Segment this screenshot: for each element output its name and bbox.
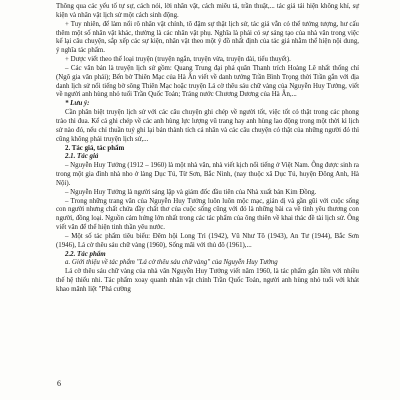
paragraph-note: Cần phân biệt truyện lịch sử với các câu chuyện ghi chép về người tốt, việc tốt có thật trong các phong trào thi đua. Kể cả ghi chép về các anh hùng lực lượng vũ trang hay anh hùng lao động trong một thời kì lịch sử nào đó, nếu chỉ thuần tuý ghi lại bản thành tích cá nhân và các câu chuyện có thật của những người đó thì cũng không phải truyện lịch sử,... <box>56 109 359 143</box>
paragraph-examples: – Các văn bản là truyện lịch sử gồm: Quang Trung đại phá quân Thanh trích Hoàng Lê nhất thống chí (Ngô gia văn phái); Bến bờ Thiên Mạc của Hà Ân viết về danh tướng Trần Bình Trọng thời Trần gắn với địa danh lịch sử nổi tiếng bờ sông Thiên Mạc hoặc truyện Lá cờ thêu sáu chữ vàng của Nguyễn Huy Tưởng, viết về người anh hùng nhỏ tuổi Trần Quốc Toản; Tráng nước Chương Dương của Hà Ân,... <box>56 64 359 99</box>
paragraph-author-publisher: – Nguyễn Huy Tưởng là người sáng lập và giám đốc đầu tiên của Nhà xuất bản Kim Đồng. <box>65 188 317 196</box>
subsection-heading-work: 2.2. Tác phẩm <box>65 250 106 258</box>
paragraph-intro: Thông qua các yếu tố tự sự, cách nói, lời nhân vật, cách miêu tả, trần thuật,... tác giả tái hiện không khí, sự kiện và nhân vật lịch sử một cách sinh động. <box>56 3 359 19</box>
section-heading-author-work: 2. Tác giả, tác phẩm <box>65 144 125 152</box>
paragraph-genre-note: + Dược viết theo thể loại truyện (truyện ngắn, truyện vừa, truyện dài, tiểu thuyết). <box>65 56 291 64</box>
paragraph-author-bio: – Nguyễn Huy Tưởng (1912 – 1960) là một nhà văn, nhà viết kịch nổi tiếng ở Việt Nam. Ông được sinh ra trong một gia đình nhà nho ở làng Dục Tú, Từ Sơn, Bắc Ninh, (nay thuộc xã Dục Tú, huyện Đông Anh, Hà Nội). <box>56 162 359 187</box>
subsection-heading-author: 2.1. Tác giả <box>65 153 99 161</box>
page-number: 6 <box>57 379 61 388</box>
paragraph-fiction-note: + Tuy nhiên, để làm nổi rõ nhân vật chính, tô đậm sự thật lịch sử, tác giả vẫn có thể tưởng tượng, hư cấu thêm một số nhân vật khác, thường là các nhân vật phụ. Nghĩa là phải có sự sáng tạo của nhà văn trong việc kể lại câu chuyện, sắp xếp các sự kiện, nhân vật theo một ý đồ nhất định của tác giả nhằm thể hiện nội dung, ý nghĩa tác phẩm. <box>56 20 359 55</box>
paragraph-author-works: – Một số tác phẩm tiêu biểu: Đêm hội Long Trì (1942), Vũ Như Tô (1943), An Tư (1944), Bắc Sơn (1946), Lá cờ thêu sáu chữ vàng (1960), Sống mãi với thủ đô (1961),... <box>56 232 359 249</box>
work-intro-heading: a. Giới thiệu về tác phẩm "Lá cờ thêu sáu chữ vàng" của Nguyễn Huy Tưởng <box>65 259 278 267</box>
paragraph-work-intro: Lá cờ thêu sáu chữ vàng của nhà văn Nguyễn Huy Tưởng viết năm 1960, là tác phẩm gắn liền với nhiều thế hệ thiếu nhi. Tác phẩm xoay quanh nhân vật chính Trần Quốc Toản, người anh hùng nhỏ tuổi với khát khao mãnh liệt "Phá cường <box>56 268 359 293</box>
page-content <box>56 3 359 295</box>
paragraph-author-style: – Trong những trang văn của Nguyễn Huy Tưởng luôn luôn mộc mạc, giản dị và gần gũi với cuộc sống con người nhưng chất chứa đầy chất thơ của cuộc sống cũng với đó là những bài ca về tình yêu thương con người, đồng loại. Nguồn cảm hứng lớn nhất trong các tác phẩm của ông thiên về khai thác đề tài lịch sử. Ông viết văn để thể hiện tinh thần yêu nước. <box>56 197 359 232</box>
note-heading: * Lưu ý: <box>65 100 90 108</box>
